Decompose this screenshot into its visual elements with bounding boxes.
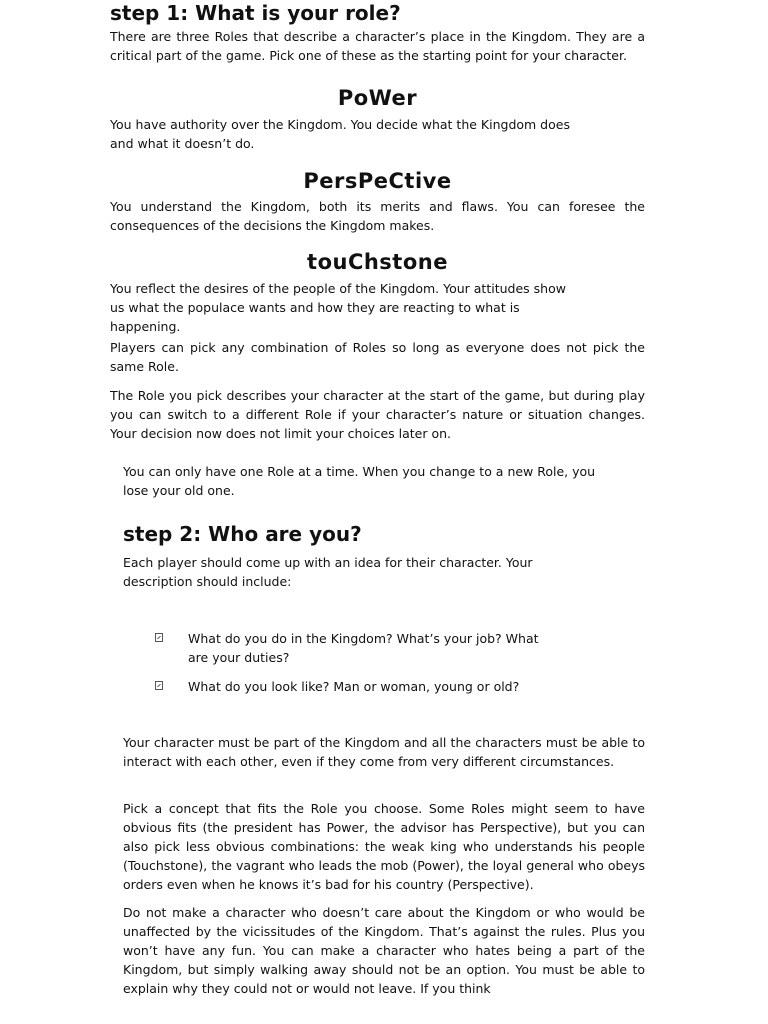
- role-title-power: PoWer: [337, 86, 418, 110]
- sidebar-note: You can only have one Role at a time. When you change to a new Role, you lose your old one.: [123, 464, 596, 498]
- step2-heading: step 2: Who are you?: [123, 522, 362, 546]
- step1-heading: step 1: What is your role?: [110, 1, 401, 25]
- roles-paragraph: Players can pick any combination of Roles so long as everyone does not pick the same Role.: [110, 340, 645, 374]
- step1-intro: There are three Roles that describe a character’s place in the Kingdom. They are a critical part of the game. Pick one of these as the starting point for your character.: [110, 29, 645, 63]
- role-title-touchstone: touChstone: [307, 250, 448, 274]
- step2-paragraph: Pick a concept that fits the Role you choose. Some Roles might seem to have obvious fits (the president has Power, the advisor has Perspective), but you can also pick less obvious combinations: the weak king who understands his people (Touchstone), the vagrant who leads the mob (Power), the loyal general who obeys orders even when he knows it’s bad for his country (Perspective).: [123, 801, 645, 892]
- role-description-touchstone: You reflect the desires of the people of the Kingdom. Your attitudes show us what the populace wants and how they are reacting to what is happening.: [110, 281, 566, 334]
- step2-paragraph: Your character must be part of the Kingdom and all the characters must be able to interact with each other, even if they come from very different circumstances.: [123, 735, 645, 769]
- role-description-power: You have authority over the Kingdom. You decide what the Kingdom does and what it doesn’t do.: [110, 117, 570, 151]
- role-description-perspective: You understand the Kingdom, both its merits and flaws. You can foresee the consequences of the decisions the Kingdom makes.: [110, 199, 645, 233]
- list-item: What do you look like? Man or woman, young or old?: [188, 679, 520, 694]
- role-title-perspective: PersPeCtive: [303, 169, 452, 193]
- roles-paragraph: The Role you pick describes your character at the start of the game, but during play you can switch to a different Role if your character’s nature or situation changes. Your decision now does not limit your choices later on.: [110, 388, 645, 441]
- step2-intro: Each player should come up with an idea for their character. Your description should include:: [123, 555, 533, 589]
- list-item: What do you do in the Kingdom? What’s your job? What are your duties?: [188, 631, 539, 665]
- step2-paragraph: Do not make a character who doesn’t care about the Kingdom or who would be unaffected by the vicissitudes of the Kingdom. That’s against the rules. Plus you won’t have any fun. You can make a character who hates being a part of the Kingdom, but simply walking away should not be an option. You must be able to explain why they could not or would not leave. If you think: [123, 905, 645, 996]
- checkbox-bullet-icon: [155, 633, 163, 642]
- checkbox-bullet-icon: [155, 681, 163, 690]
